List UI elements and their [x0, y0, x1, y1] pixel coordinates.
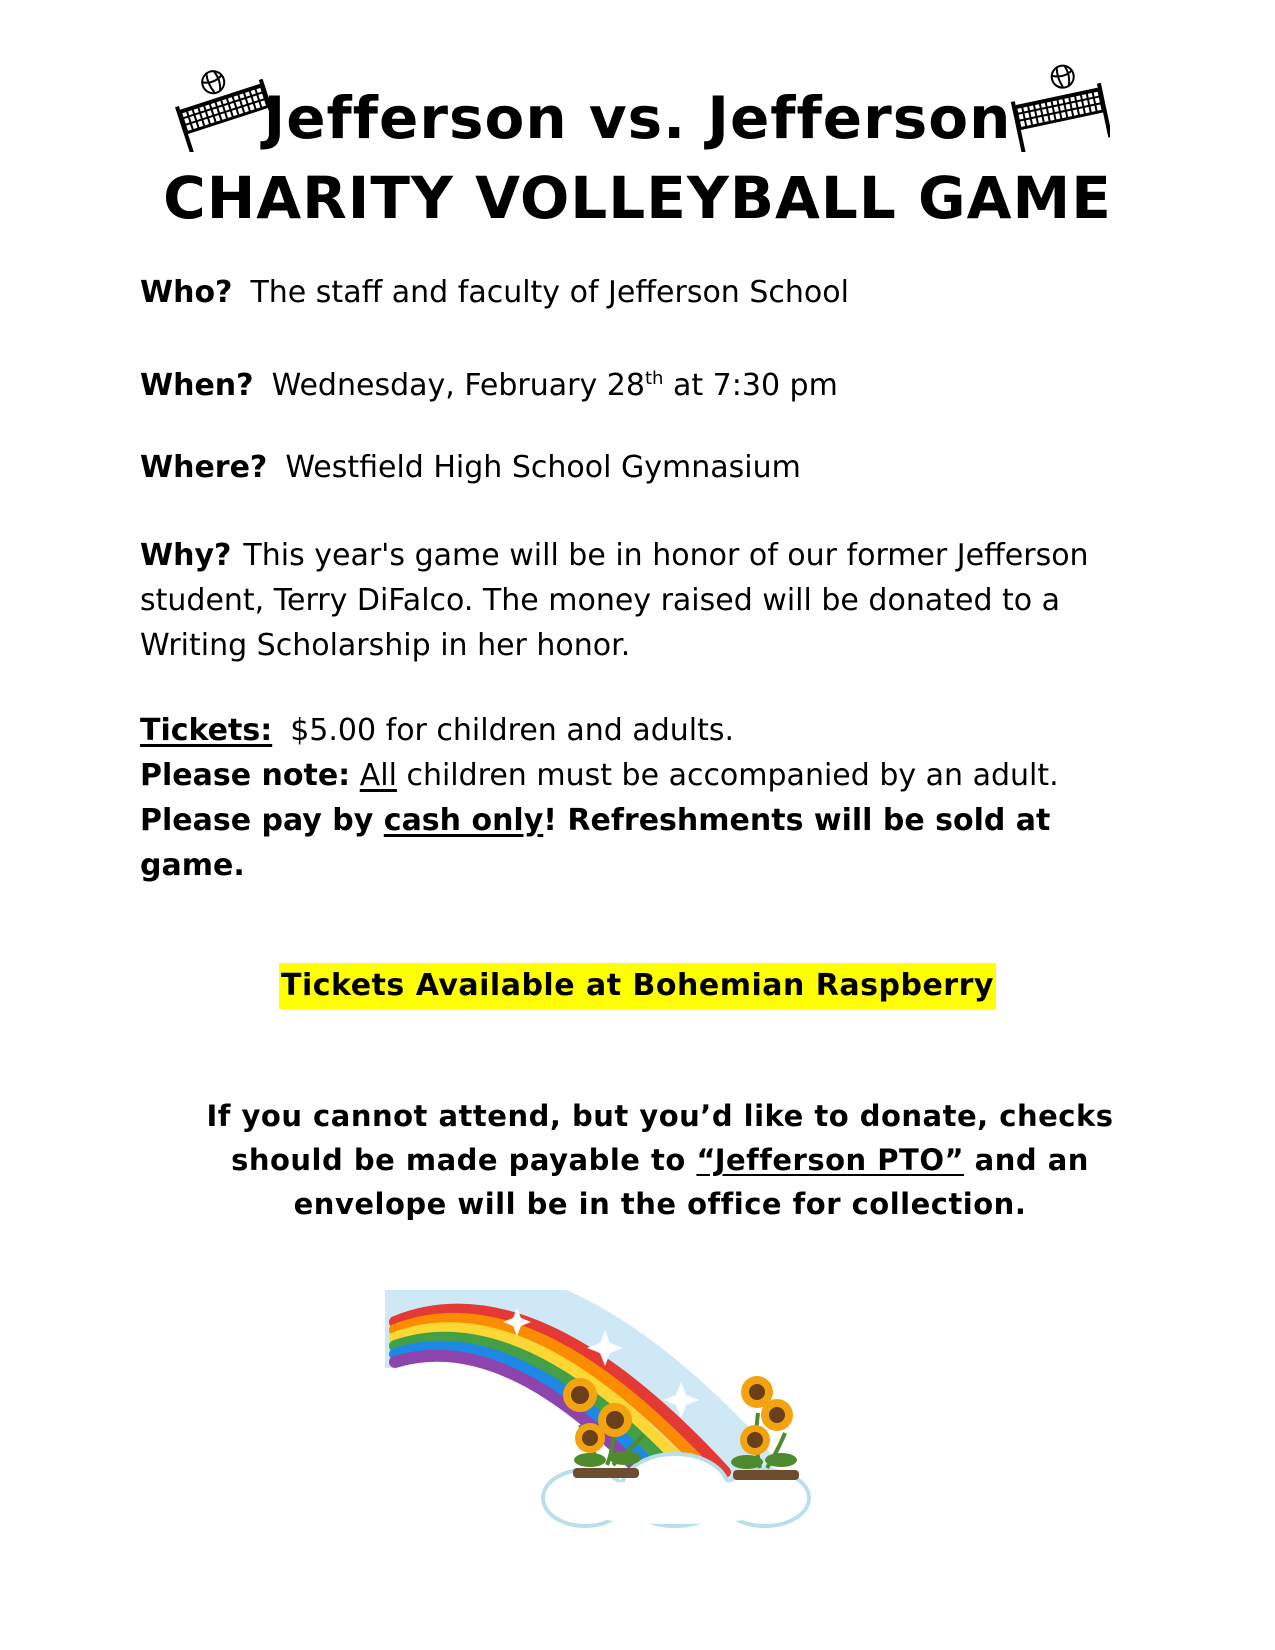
sunflower-icon	[563, 1378, 597, 1412]
availability-wrap	[0, 963, 1275, 1009]
title-line-2: CHARITY VOLLEYBALL GAME	[163, 164, 1112, 232]
tickets-line	[140, 708, 1150, 753]
where-label: Where?	[140, 450, 268, 485]
where-paragraph	[140, 445, 1150, 491]
when-label: When?	[140, 368, 254, 403]
sunflower-icon	[740, 1425, 770, 1455]
donation-text-before: If you cannot attend, but you’d like to donate, checks should be made payable to	[206, 1099, 1114, 1177]
donation-text-after: and an envelope will be in the office for collection.	[293, 1143, 1089, 1221]
availability-highlight: Tickets Available at Bohemian Raspberry	[279, 963, 996, 1009]
payment-after: ! Refreshments will be sold at game.	[140, 803, 1051, 883]
why-label: Why?	[140, 538, 232, 573]
tickets-price: $5.00 for children and adults.	[290, 713, 735, 748]
sunflower-icon	[575, 1423, 605, 1453]
payment-emphasis: cash only	[383, 803, 544, 838]
title-line-1: Jefferson vs. Jefferson	[263, 84, 1012, 152]
note-text: children must be accompanied by an adult.	[396, 758, 1059, 793]
payment-line	[140, 798, 1150, 888]
who-text: The staff and faculty of Jefferson School	[250, 275, 849, 310]
payment-before: Please pay by	[140, 803, 384, 838]
note-emphasis: All	[359, 758, 397, 793]
when-time: at 7:30 pm	[663, 368, 838, 403]
note-line	[140, 753, 1150, 798]
tickets-label: Tickets:	[140, 713, 273, 748]
tickets-section	[140, 708, 1150, 888]
donation-paragraph	[160, 1094, 1160, 1226]
when-date-suffix: th	[644, 368, 664, 389]
rainbow-sunflower-cloud-icon	[385, 1290, 825, 1530]
why-text: This year's game will be in honor of our former Jefferson student, Terry DiFalco. The money raised will be donated to a Writing Scholarship in her honor.	[140, 538, 1089, 663]
where-text: Westfield High School Gymnasium	[285, 450, 801, 485]
when-paragraph	[140, 356, 1150, 409]
note-label: Please note:	[140, 758, 351, 793]
when-date: Wednesday, February 28	[271, 368, 645, 403]
who-label: Who?	[140, 275, 233, 310]
sunflower-icon	[761, 1399, 793, 1431]
donation-payee: “Jefferson PTO”	[696, 1143, 965, 1177]
why-paragraph	[140, 533, 1150, 668]
who-paragraph	[140, 270, 1150, 316]
